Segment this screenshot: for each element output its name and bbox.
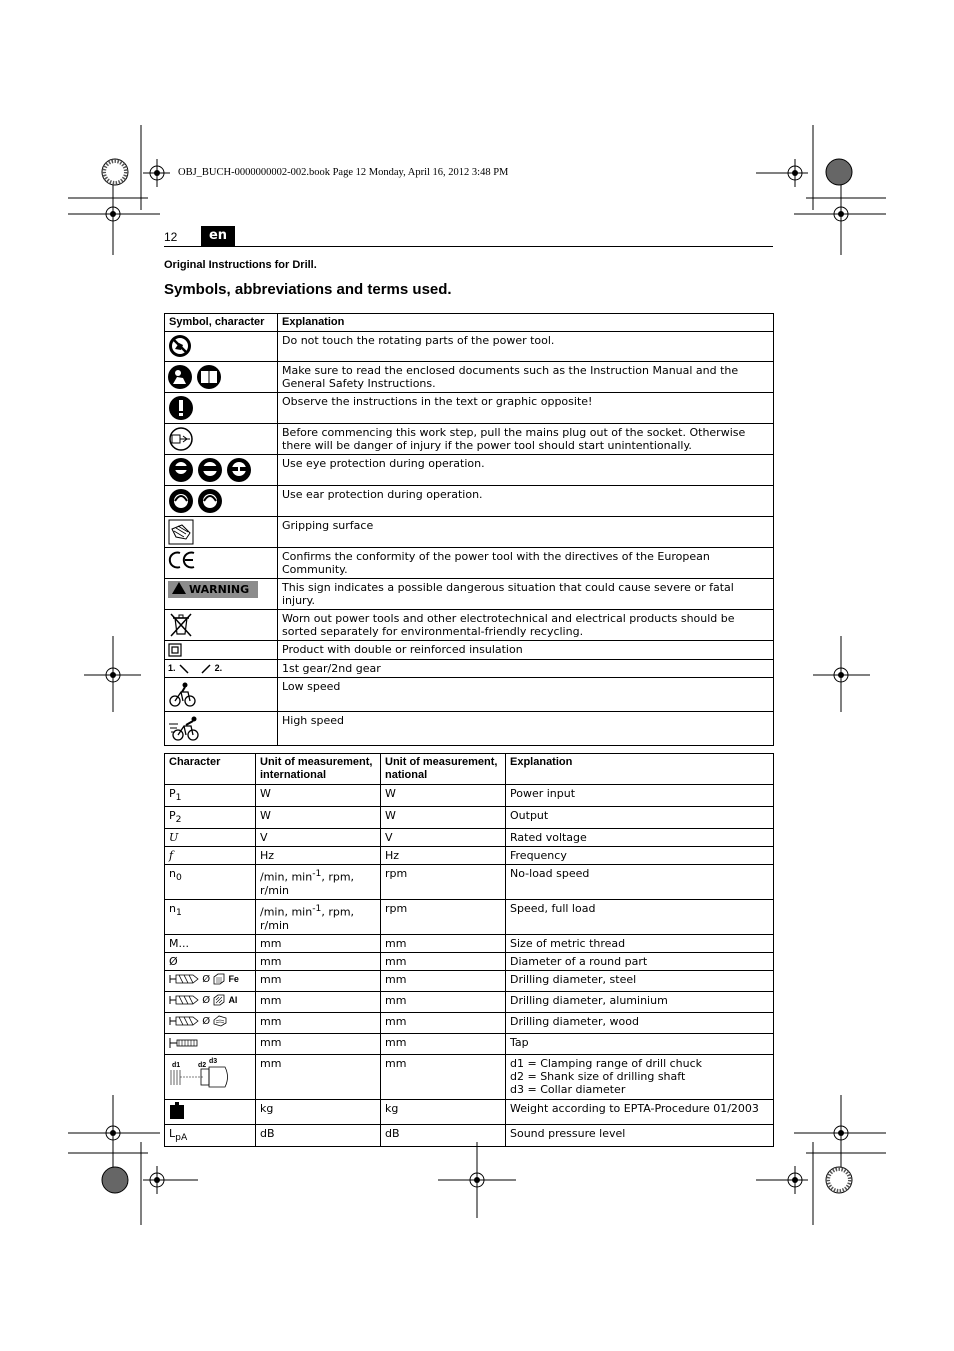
explanation-cell: No-load speed [506, 865, 774, 900]
explanation-cell: 1st gear/2nd gear [278, 660, 774, 678]
eye-protection-icon [168, 457, 252, 483]
table-header-row [165, 314, 774, 332]
unit-natl-cell: rpm [381, 900, 506, 935]
unit-intl-cell: kg [256, 1099, 381, 1124]
character-cell [165, 1099, 256, 1124]
header-symbol: Symbol, character [165, 314, 278, 332]
table-row [165, 1054, 774, 1099]
character-cell [165, 900, 256, 935]
symbol-cell [165, 393, 278, 424]
explanation-cell: Sound pressure level [506, 1124, 774, 1146]
unit-part: , rpm, [321, 871, 355, 885]
unit-natl-cell: mm [381, 1012, 506, 1033]
symbols-table [164, 313, 774, 746]
character-cell [165, 991, 256, 1012]
explanation-cell: Speed, full load [506, 900, 774, 935]
drill-bit-icon [169, 1015, 199, 1027]
section-subtitle: Original Instructions for Drill. [164, 259, 317, 271]
table-row [165, 847, 774, 865]
table-row [165, 1012, 774, 1033]
char-main: P [169, 809, 176, 823]
char-sub: 0 [175, 872, 182, 884]
char-sub: 1 [175, 792, 182, 804]
table-row [165, 1099, 774, 1124]
char-main: L [169, 1126, 176, 1140]
gripping-surface-icon [168, 519, 194, 545]
unit-intl-cell: dB [256, 1124, 381, 1146]
symbol-cell [165, 712, 278, 746]
unit-natl-cell: dB [381, 1124, 506, 1146]
explanation-cell: Do not touch the rotating parts of the power tool. [278, 332, 774, 362]
table-header-row [165, 754, 774, 785]
character-cell [165, 1054, 256, 1099]
unit-natl-cell: rpm [381, 865, 506, 900]
unit-part: /min, min [260, 905, 313, 919]
table-row [165, 641, 774, 660]
character-cell [165, 970, 256, 991]
unit-natl-cell: Hz [381, 847, 506, 865]
character-cell [165, 865, 256, 900]
unit-intl-cell: mm [256, 991, 381, 1012]
gear-1-label: 1. [168, 663, 176, 673]
header-explanation: Explanation [506, 754, 774, 785]
unit-natl-cell: mm [381, 970, 506, 991]
explanation-cell: Output [506, 807, 774, 829]
explanation-cell: Weight according to EPTA-Procedure 01/2003 [506, 1099, 774, 1124]
chuck-label-d3: d3 [209, 1057, 218, 1065]
char-sub: pA [175, 1131, 188, 1143]
table-row [165, 424, 774, 455]
drill-bit-icon [169, 994, 199, 1006]
unplug-icon [168, 426, 194, 452]
unit-natl-cell: mm [381, 952, 506, 970]
table-row [165, 934, 774, 952]
table-row [165, 610, 774, 641]
chuck-label-d2: d2 [198, 1061, 207, 1069]
symbol-cell [165, 424, 278, 455]
character-cell [165, 807, 256, 829]
explanation-cell: Diameter of a round part [506, 952, 774, 970]
high-speed-bicycle-icon [168, 714, 202, 742]
gear-2-label: 2. [214, 663, 223, 673]
unit-natl-cell: mm [381, 1033, 506, 1054]
unit-natl-cell: W [381, 785, 506, 807]
explanation-cell: Before commencing this work step, pull the mains plug out of the socket. Otherwise there will be danger of injury if the power tool should start unintentionally. [278, 424, 774, 455]
table-row [165, 829, 774, 847]
gear-1-lever-icon [178, 663, 190, 675]
header-explanation: Explanation [278, 314, 774, 332]
char-sub: 1 [175, 907, 182, 919]
symbol-cell [165, 486, 278, 517]
character-cell [165, 1012, 256, 1033]
ce-mark-icon [168, 550, 198, 570]
character-cell: f [165, 847, 256, 865]
drill-bit-icon [169, 973, 199, 985]
table-row [165, 991, 774, 1012]
double-insulation-icon [168, 643, 182, 657]
explanation-cell: Frequency [506, 847, 774, 865]
table-row [165, 362, 774, 393]
chuck-label-d1: d1 [172, 1061, 181, 1069]
table-row [165, 952, 774, 970]
explanation-cell: Worn out power tools and other electrotechnical and electrical products should be sorted separately for environmental-friendly recycling. [278, 610, 774, 641]
explanation-line: d3 = Collar diameter [510, 1082, 626, 1096]
weight-icon [169, 1102, 185, 1119]
characters-table [164, 753, 774, 1147]
warning-label: WARNING [189, 583, 250, 596]
char-main: P [169, 787, 176, 800]
material-label: Al [228, 994, 238, 1005]
language-tab: en [201, 226, 235, 246]
header-character: Character [165, 754, 256, 785]
table-row [165, 1033, 774, 1054]
unit-natl-cell: mm [381, 1054, 506, 1099]
unit-intl-cell: mm [256, 934, 381, 952]
material-label: Fe [228, 973, 239, 984]
unit-intl-cell: mm [256, 952, 381, 970]
diameter-sign: Ø [202, 994, 211, 1006]
unit-intl-cell: V [256, 829, 381, 847]
table-row [165, 579, 774, 610]
section-title: Symbols, abbreviations and terms used. [164, 281, 452, 298]
gear-2-lever-icon [200, 663, 212, 675]
table-row [165, 865, 774, 900]
symbol-cell [165, 678, 278, 712]
table-row [165, 900, 774, 935]
unit-part: , rpm, [321, 905, 355, 919]
symbol-cell [165, 455, 278, 486]
explanation-cell: High speed [278, 712, 774, 746]
character-cell [165, 1033, 256, 1054]
table-row [165, 970, 774, 991]
table-row [165, 712, 774, 746]
no-touch-rotating-icon [168, 334, 192, 358]
ear-protection-icon [168, 488, 224, 514]
table-row [165, 393, 774, 424]
symbol-cell [165, 362, 278, 393]
unit-part: r/min [260, 884, 289, 898]
char-main: n [169, 867, 176, 881]
explanation-cell: Size of metric thread [506, 934, 774, 952]
char-main: n [169, 902, 176, 916]
unit-intl-cell [256, 900, 381, 935]
unit-intl-cell: W [256, 807, 381, 829]
unit-part: /min, min [260, 871, 313, 885]
header-unit-international: Unit of measurement, international [256, 754, 381, 785]
table-row [165, 785, 774, 807]
exclamation-icon [168, 395, 194, 421]
table-row [165, 486, 774, 517]
unit-natl-cell: mm [381, 991, 506, 1012]
table-row [165, 548, 774, 579]
table-row [165, 1124, 774, 1146]
table-row [165, 332, 774, 362]
table-row [165, 455, 774, 486]
explanation-cell: Low speed [278, 678, 774, 712]
unit-sup: -1 [312, 868, 322, 880]
explanation-cell: Rated voltage [506, 829, 774, 847]
symbol-cell [165, 517, 278, 548]
unit-intl-cell: mm [256, 1033, 381, 1054]
drill-wood-icon [213, 1015, 227, 1027]
unit-sup: -1 [312, 903, 322, 915]
symbol-cell [165, 660, 278, 678]
unit-intl-cell: mm [256, 1054, 381, 1099]
table-row [165, 660, 774, 678]
unit-intl-cell: mm [256, 1012, 381, 1033]
explanation-cell: Gripping surface [278, 517, 774, 548]
table-row [165, 517, 774, 548]
character-cell [165, 785, 256, 807]
warning-sign-icon [168, 581, 258, 598]
page-number: 12 [164, 230, 178, 244]
explanation-cell: Drilling diameter, aluminium [506, 991, 774, 1012]
explanation-cell: Power input [506, 785, 774, 807]
drill-steel-icon [213, 973, 225, 985]
tap-icon [169, 1037, 199, 1049]
unit-intl-cell: mm [256, 970, 381, 991]
unit-natl-cell: W [381, 807, 506, 829]
header-rule [164, 246, 773, 247]
header-unit-national: Unit of measurement, national [381, 754, 506, 785]
explanation-cell: Drilling diameter, steel [506, 970, 774, 991]
unit-natl-cell: kg [381, 1099, 506, 1124]
table-row [165, 678, 774, 712]
drill-aluminium-icon [213, 994, 225, 1006]
explanation-line: d2 = Shank size of drilling shaft [510, 1069, 686, 1083]
character-cell [165, 1124, 256, 1146]
char-sub: 2 [175, 814, 182, 826]
explanation-cell: Product with double or reinforced insulation [278, 641, 774, 660]
unit-intl-cell: W [256, 785, 381, 807]
character-cell: Ø [165, 952, 256, 970]
diameter-sign: Ø [202, 1015, 211, 1027]
explanation-cell [506, 1054, 774, 1099]
explanation-cell: Observe the instructions in the text or graphic opposite! [278, 393, 774, 424]
explanation-cell: Use eye protection during operation. [278, 455, 774, 486]
unit-intl-cell: Hz [256, 847, 381, 865]
character-cell: M... [165, 934, 256, 952]
table-row [165, 807, 774, 829]
diameter-sign: Ø [202, 973, 211, 985]
symbol-cell [165, 332, 278, 362]
explanation-cell: Make sure to read the enclosed documents such as the Instruction Manual and the General Safety Instructions. [278, 362, 774, 393]
symbol-cell [165, 548, 278, 579]
explanation-cell: Tap [506, 1033, 774, 1054]
character-cell: U [165, 829, 256, 847]
print-header: OBJ_BUCH-0000000002-002.book Page 12 Monday, April 16, 2012 3:48 PM [178, 167, 509, 178]
symbol-cell [165, 610, 278, 641]
symbol-cell [165, 579, 278, 610]
unit-natl-cell: V [381, 829, 506, 847]
low-speed-bicycle-icon [168, 680, 198, 708]
explanation-cell: Drilling diameter, wood [506, 1012, 774, 1033]
explanation-cell: Confirms the conformity of the power tool with the directives of the European Community. [278, 548, 774, 579]
unit-natl-cell: mm [381, 934, 506, 952]
explanation-line: d1 = Clamping range of drill chuck [510, 1056, 703, 1070]
weee-bin-icon [168, 612, 194, 638]
symbol-cell [165, 641, 278, 660]
warning-triangle-icon [172, 582, 186, 594]
explanation-cell: This sign indicates a possible dangerous situation that could cause severe or fatal injury. [278, 579, 774, 610]
read-manual-icon [168, 364, 222, 390]
unit-intl-cell [256, 865, 381, 900]
explanation-cell: Use ear protection during operation. [278, 486, 774, 517]
chuck-dimensions-icon [169, 1057, 231, 1093]
unit-part: r/min [260, 918, 289, 932]
